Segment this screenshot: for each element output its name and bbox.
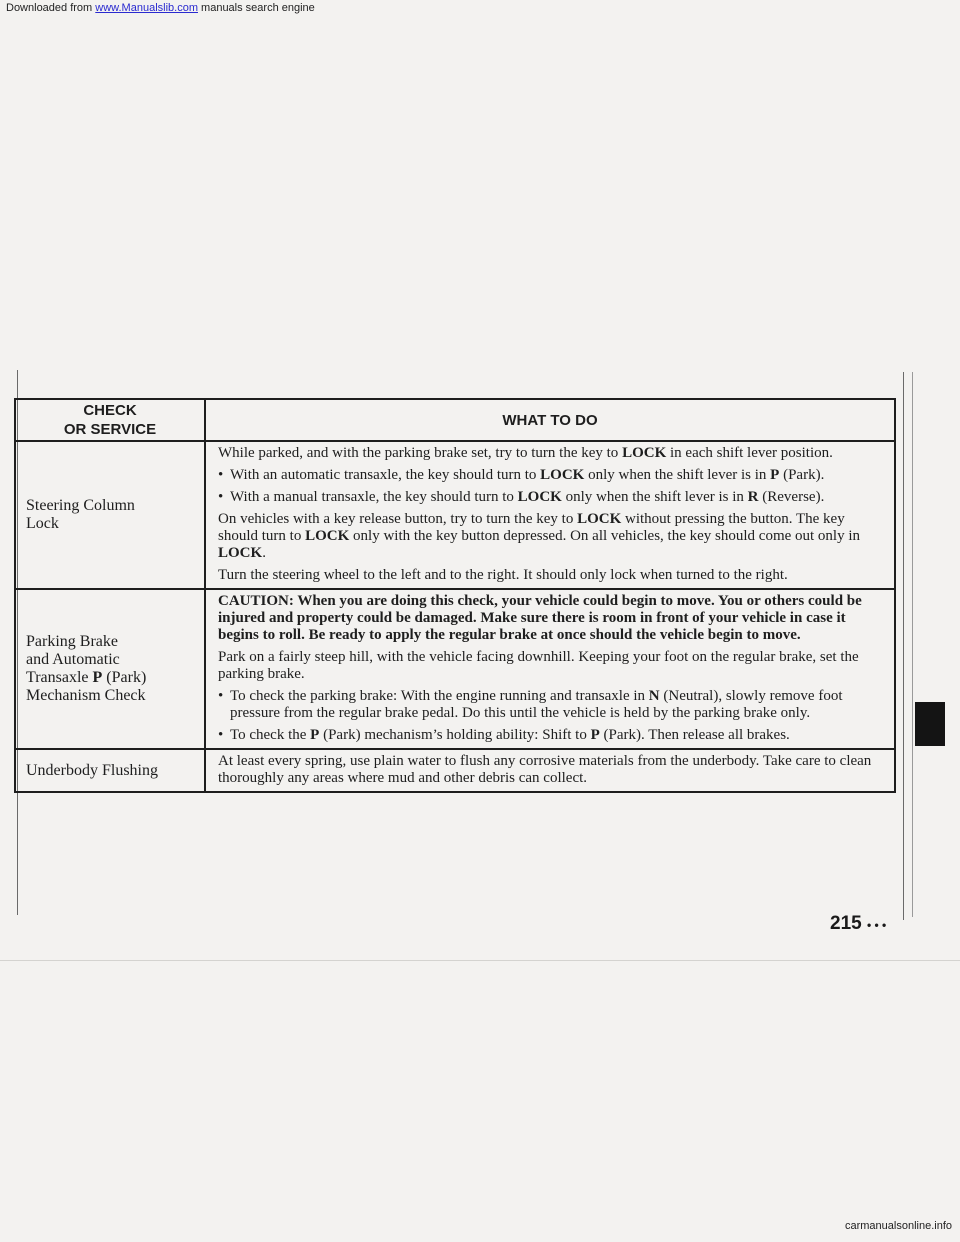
row-label-parking-brake: Parking Brake and Automatic Transaxle P (Park) Mechanism Check [15,589,205,749]
bullet-item: • With an automatic transaxle, the key should turn to LOCK only when the shift lever is in P (Park). [218,467,825,483]
source-banner [6,2,315,14]
bullet-item: • To check the parking brake: With the engine running and transaxle in N (Neutral), slowly remove foot pressure from the regular brake pedal. Do this until the vehicle is held by the parking brake only. [218,688,843,721]
row-label-underbody-flushing: Underbody Flushing [15,749,205,792]
row-label-steering-column-lock: Steering Column Lock [15,441,205,589]
header-check-or-service: CHECK OR SERVICE [15,399,205,441]
bullet-item: • To check the P (Park) mechanism’s holding ability: Shift to P (Park). Then release all brakes. [218,727,790,743]
header-what-to-do: WHAT TO DO [205,399,895,441]
footer-rule [0,960,960,961]
paragraph: On vehicles with a key release button, try to turn the key to LOCK without pressing the button. The key should turn to LOCK only with the key button depressed. On all vehicles, the key should come out only in LOCK. [218,511,861,561]
row-content-steering-column-lock [205,441,895,589]
page-number-dots: • • • [866,918,887,932]
paragraph: While parked, and with the parking brake set, try to turn the key to LOCK in each shift lever position. [218,445,833,461]
caution-text: CAUTION: When you are doing this check, your vehicle could begin to move. You or others could be injured and property could be damaged. Make sure there is room in front of your vehicle in case it begins to roll. Be ready to apply the regular brake at once should the vehicle begin to move. [218,593,862,643]
banner-prefix: Downloaded from [6,2,93,14]
paragraph: Turn the steering wheel to the left and to the right. It should only lock when turned to the right. [218,567,788,583]
manualslib-link[interactable]: www.Manualslib.com [95,2,198,14]
bullet-item: • With a manual transaxle, the key should turn to LOCK only when the shift lever is in R (Reverse). [218,489,825,505]
section-tab-marker [915,702,945,746]
right-margin-rule [903,372,904,920]
row-content-parking-brake [205,589,895,749]
paragraph: Park on a fairly steep hill, with the vehicle facing downhill. Keeping your foot on the regular brake, set the parking brake. [218,649,859,682]
maintenance-table [14,398,896,793]
table-header-row [15,399,895,441]
table-row [15,749,895,792]
table-row [15,589,895,749]
row-content-underbody-flushing [205,749,895,792]
table-row [15,441,895,589]
banner-suffix: manuals search engine [197,2,315,14]
right-margin-rule-2 [912,372,913,917]
paragraph: At least every spring, use plain water to flush any corrosive materials from the underbody. Take care to clean thoroughly any areas where mud and other debris can collect. [218,753,872,786]
page-number: 215 • • • [830,913,887,934]
watermark: carmanualsonline.info [844,1220,952,1232]
